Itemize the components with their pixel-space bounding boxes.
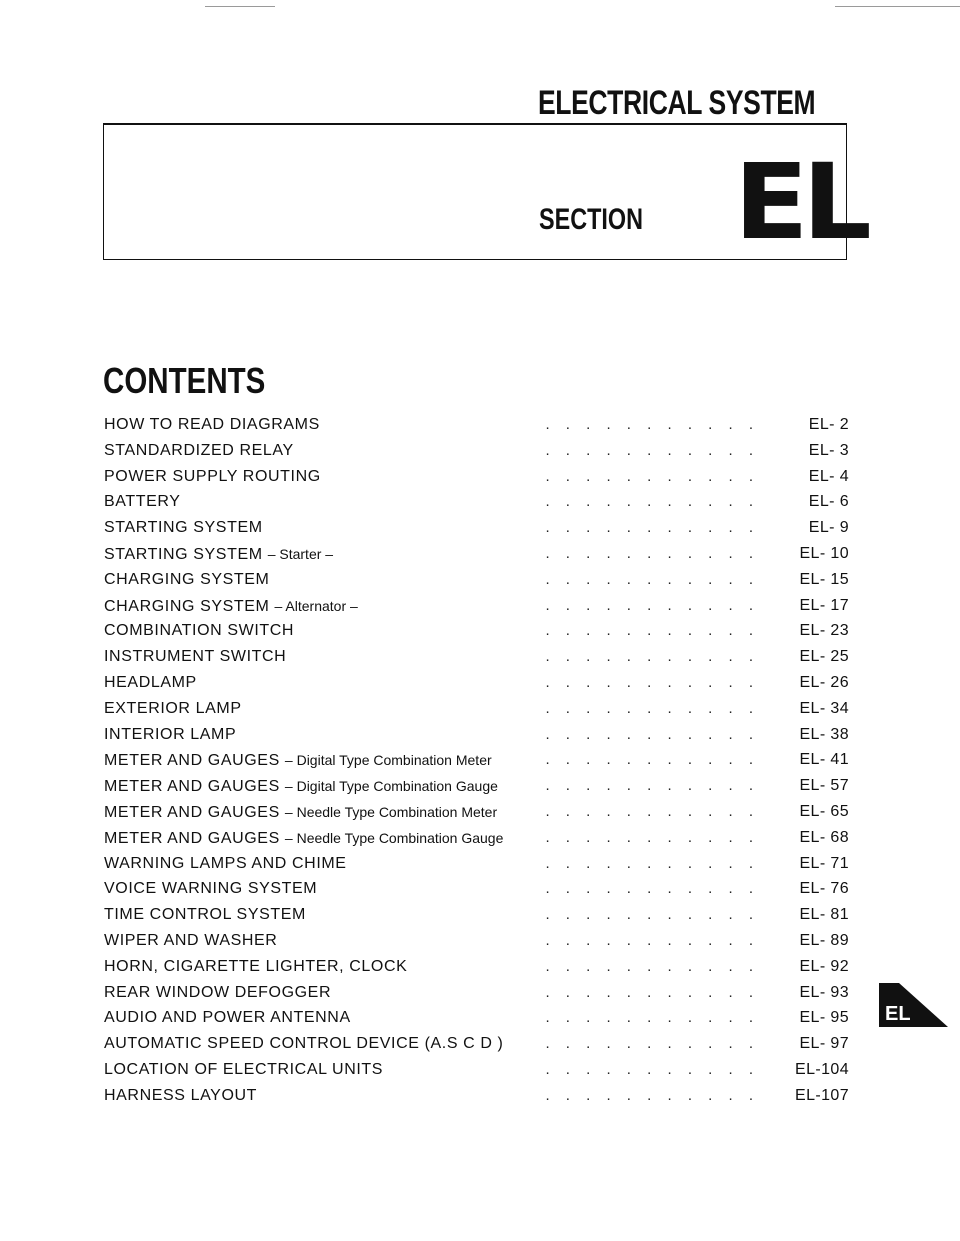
table-of-contents (104, 412, 849, 1109)
toc-leader-dots: . . . . . . . . . . . (545, 699, 759, 717)
toc-entry (104, 515, 849, 541)
toc-entry-title (104, 980, 341, 1006)
toc-entry-title-text: METER AND GAUGES (104, 752, 280, 770)
toc-entry-title (104, 954, 417, 980)
toc-entry-page: EL- 68 (799, 828, 849, 846)
toc-entry (104, 980, 849, 1006)
toc-entry-title-text: COMBINATION SWITCH (104, 622, 295, 640)
toc-leader-dots: . . . . . . . . . . . (545, 441, 759, 459)
section-label: SECTION (539, 203, 644, 236)
toc-entry-title (104, 489, 191, 515)
toc-leader-dots: . . . . . . . . . . . (545, 983, 759, 1001)
toc-entry-title-text: AUTOMATIC SPEED CONTROL DEVICE (A.S C D ) (104, 1035, 504, 1053)
toc-leader-dots: . . . . . . . . . . . (545, 906, 759, 924)
toc-entry (104, 1005, 849, 1031)
toc-entry-title-text: TIME CONTROL SYSTEM (104, 906, 306, 924)
toc-leader-dots: . . . . . . . . . . . (545, 1035, 759, 1053)
toc-leader-dots: . . . . . . . . . . . (545, 1009, 759, 1027)
toc-entry-page: EL- 34 (799, 699, 849, 717)
toc-entry-page: EL- 81 (799, 906, 849, 924)
toc-entry (104, 1031, 849, 1057)
toc-entry-subtitle: – Needle Type Combination Gauge (284, 829, 504, 846)
toc-entry-title-text: CHARGING SYSTEM (104, 597, 270, 615)
toc-entry (104, 618, 849, 644)
toc-leader-dots: . . . . . . . . . . . (545, 648, 759, 666)
toc-leader-dots: . . . . . . . . . . . (545, 725, 759, 743)
toc-entry-title-text: HORN, CIGARETTE LIGHTER, CLOCK (104, 957, 408, 975)
toc-entry-title-text: METER AND GAUGES (104, 778, 280, 796)
toc-entry (104, 464, 849, 490)
toc-entry (104, 541, 849, 567)
toc-entry-title-text: CHARGING SYSTEM (104, 570, 270, 588)
section-code: EL (734, 141, 866, 263)
toc-entry-title-text: VOICE WARNING SYSTEM (104, 880, 318, 898)
toc-leader-dots: . . . . . . . . . . . (545, 777, 759, 795)
scan-artifact-line (205, 6, 275, 7)
toc-leader-dots: . . . . . . . . . . . (545, 570, 759, 588)
toc-entry (104, 928, 849, 954)
toc-leader-dots: . . . . . . . . . . . (545, 673, 759, 691)
toc-entry-title-text: HARNESS LAYOUT (104, 1086, 258, 1104)
toc-entry-subtitle: – Digital Type Combination Meter (284, 752, 492, 769)
toc-entry-title (104, 799, 507, 826)
toc-entry (104, 1083, 849, 1109)
toc-entry-page: EL- 71 (799, 854, 849, 872)
toc-leader-dots: . . . . . . . . . . . (545, 622, 759, 640)
toc-entry-page: EL- 57 (799, 777, 849, 795)
toc-entry-page: EL- 26 (799, 673, 849, 691)
toc-entry (104, 851, 849, 877)
toc-entry-title (104, 851, 357, 877)
toc-leader-dots: . . . . . . . . . . . (545, 880, 759, 898)
toc-entry (104, 1057, 849, 1083)
toc-entry-title (104, 593, 368, 620)
toc-entry-subtitle: – Needle Type Combination Meter (284, 803, 498, 820)
toc-leader-dots: . . . . . . . . . . . (545, 931, 759, 949)
toc-leader-dots: . . . . . . . . . . . (545, 416, 759, 433)
toc-leader-dots: . . . . . . . . . . . (545, 854, 759, 872)
page-title: ELECTRICAL SYSTEM (538, 84, 816, 122)
toc-entry-title-text: INTERIOR LAMP (104, 725, 237, 743)
toc-entry-page: EL- 38 (799, 725, 849, 743)
toc-entry-page: EL- 6 (808, 493, 849, 511)
toc-entry-subtitle: – Digital Type Combination Gauge (284, 778, 498, 795)
toc-entry (104, 876, 849, 902)
toc-entry-title (104, 1005, 361, 1031)
toc-entry-title-text: METER AND GAUGES (104, 829, 280, 847)
toc-entry (104, 696, 849, 722)
toc-entry-page: EL-107 (795, 1086, 849, 1104)
toc-entry-title (104, 618, 304, 644)
toc-leader-dots: . . . . . . . . . . . (545, 957, 759, 975)
toc-entry-title (104, 541, 343, 568)
toc-entry-title (104, 644, 296, 670)
toc-entry (104, 954, 849, 980)
toc-leader-dots: . . . . . . . . . . . (545, 493, 759, 511)
toc-entry-title-text: INSTRUMENT SWITCH (104, 648, 287, 666)
toc-leader-dots: . . . . . . . . . . . (545, 1060, 759, 1078)
toc-entry-page: EL-104 (795, 1060, 849, 1078)
toc-entry-page: EL- 93 (799, 983, 849, 1001)
toc-entry (104, 747, 849, 773)
toc-entry-title (104, 825, 513, 852)
toc-entry-title (104, 876, 327, 902)
toc-entry-title (104, 722, 246, 748)
toc-leader-dots: . . . . . . . . . . . (545, 751, 759, 769)
toc-entry-subtitle: – Alternator – (274, 597, 358, 614)
toc-entry (104, 773, 849, 799)
toc-entry-title-text: POWER SUPPLY ROUTING (104, 467, 321, 485)
toc-entry-title (104, 696, 252, 722)
toc-entry-title (104, 515, 273, 541)
toc-entry-title-text: WIPER AND WASHER (104, 931, 278, 949)
toc-leader-dots: . . . . . . . . . . . (545, 596, 759, 614)
toc-entry-subtitle: – Starter – (267, 545, 334, 562)
toc-entry-title-text: HOW TO READ DIAGRAMS (104, 416, 320, 433)
toc-entry-title (104, 464, 331, 490)
toc-entry-page: EL- 65 (799, 802, 849, 820)
toc-entry-page: EL- 41 (799, 751, 849, 769)
toc-entry-title-text: METER AND GAUGES (104, 803, 280, 821)
section-tab-icon (877, 980, 951, 1029)
toc-entry (104, 670, 849, 696)
toc-entry-page: EL- 89 (799, 931, 849, 949)
toc-entry-page: EL- 97 (799, 1035, 849, 1053)
toc-entry-title (104, 1031, 513, 1057)
toc-entry-title (104, 902, 316, 928)
toc-entry-title-text: STANDARDIZED RELAY (104, 441, 294, 459)
toc-entry-title-text: BATTERY (104, 493, 181, 511)
toc-entry-title (104, 773, 508, 800)
toc-entry (104, 567, 849, 593)
toc-entry-title-text: EXTERIOR LAMP (104, 699, 242, 717)
toc-entry-title (104, 670, 207, 696)
toc-entry (104, 799, 849, 825)
toc-entry-page: EL- 17 (799, 596, 849, 614)
toc-entry-title-text: WARNING LAMPS AND CHIME (104, 854, 347, 872)
toc-entry-page: EL- 4 (808, 467, 849, 485)
toc-entry-title-text: STARTING SYSTEM (104, 519, 263, 537)
toc-entry-title (104, 1083, 267, 1109)
toc-entry-page: EL- 23 (799, 622, 849, 640)
toc-entry-title (104, 928, 287, 954)
toc-leader-dots: . . . . . . . . . . . (545, 519, 759, 537)
toc-entry (104, 644, 849, 670)
toc-entry-page: EL- 2 (808, 416, 849, 433)
toc-entry-page: EL- 9 (808, 519, 849, 537)
section-tab-label: EL (885, 1003, 911, 1025)
toc-entry (104, 825, 849, 851)
toc-entry-title-text: STARTING SYSTEM (104, 545, 263, 563)
toc-entry-page: EL- 3 (808, 441, 849, 459)
contents-heading: CONTENTS (103, 360, 266, 401)
toc-leader-dots: . . . . . . . . . . . (545, 802, 759, 820)
toc-entry (104, 722, 849, 748)
toc-entry (104, 412, 849, 438)
toc-entry-title-text: AUDIO AND POWER ANTENNA (104, 1009, 351, 1027)
toc-entry (104, 593, 849, 619)
toc-entry-title (104, 438, 304, 464)
toc-entry (104, 489, 849, 515)
scan-artifact-line (835, 6, 960, 7)
toc-entry-page: EL- 25 (799, 648, 849, 666)
toc-entry-page: EL- 15 (799, 570, 849, 588)
toc-entry (104, 902, 849, 928)
toc-entry-page: EL- 92 (799, 957, 849, 975)
toc-leader-dots: . . . . . . . . . . . (545, 467, 759, 485)
toc-entry-title-text: REAR WINDOW DEFOGGER (104, 983, 332, 1001)
toc-leader-dots: . . . . . . . . . . . (545, 544, 759, 562)
toc-leader-dots: . . . . . . . . . . . (545, 1086, 759, 1104)
toc-entry-title (104, 1057, 393, 1083)
toc-entry-title (104, 567, 279, 593)
toc-entry-page: EL- 95 (799, 1009, 849, 1027)
toc-entry-page: EL- 76 (799, 880, 849, 898)
toc-entry-page: EL- 10 (799, 544, 849, 562)
toc-entry-title (104, 412, 330, 438)
toc-entry-title (104, 747, 502, 774)
toc-entry-title-text: LOCATION OF ELECTRICAL UNITS (104, 1060, 384, 1078)
toc-entry-title-text: HEADLAMP (104, 673, 197, 691)
toc-leader-dots: . . . . . . . . . . . (545, 828, 759, 846)
toc-entry (104, 438, 849, 464)
